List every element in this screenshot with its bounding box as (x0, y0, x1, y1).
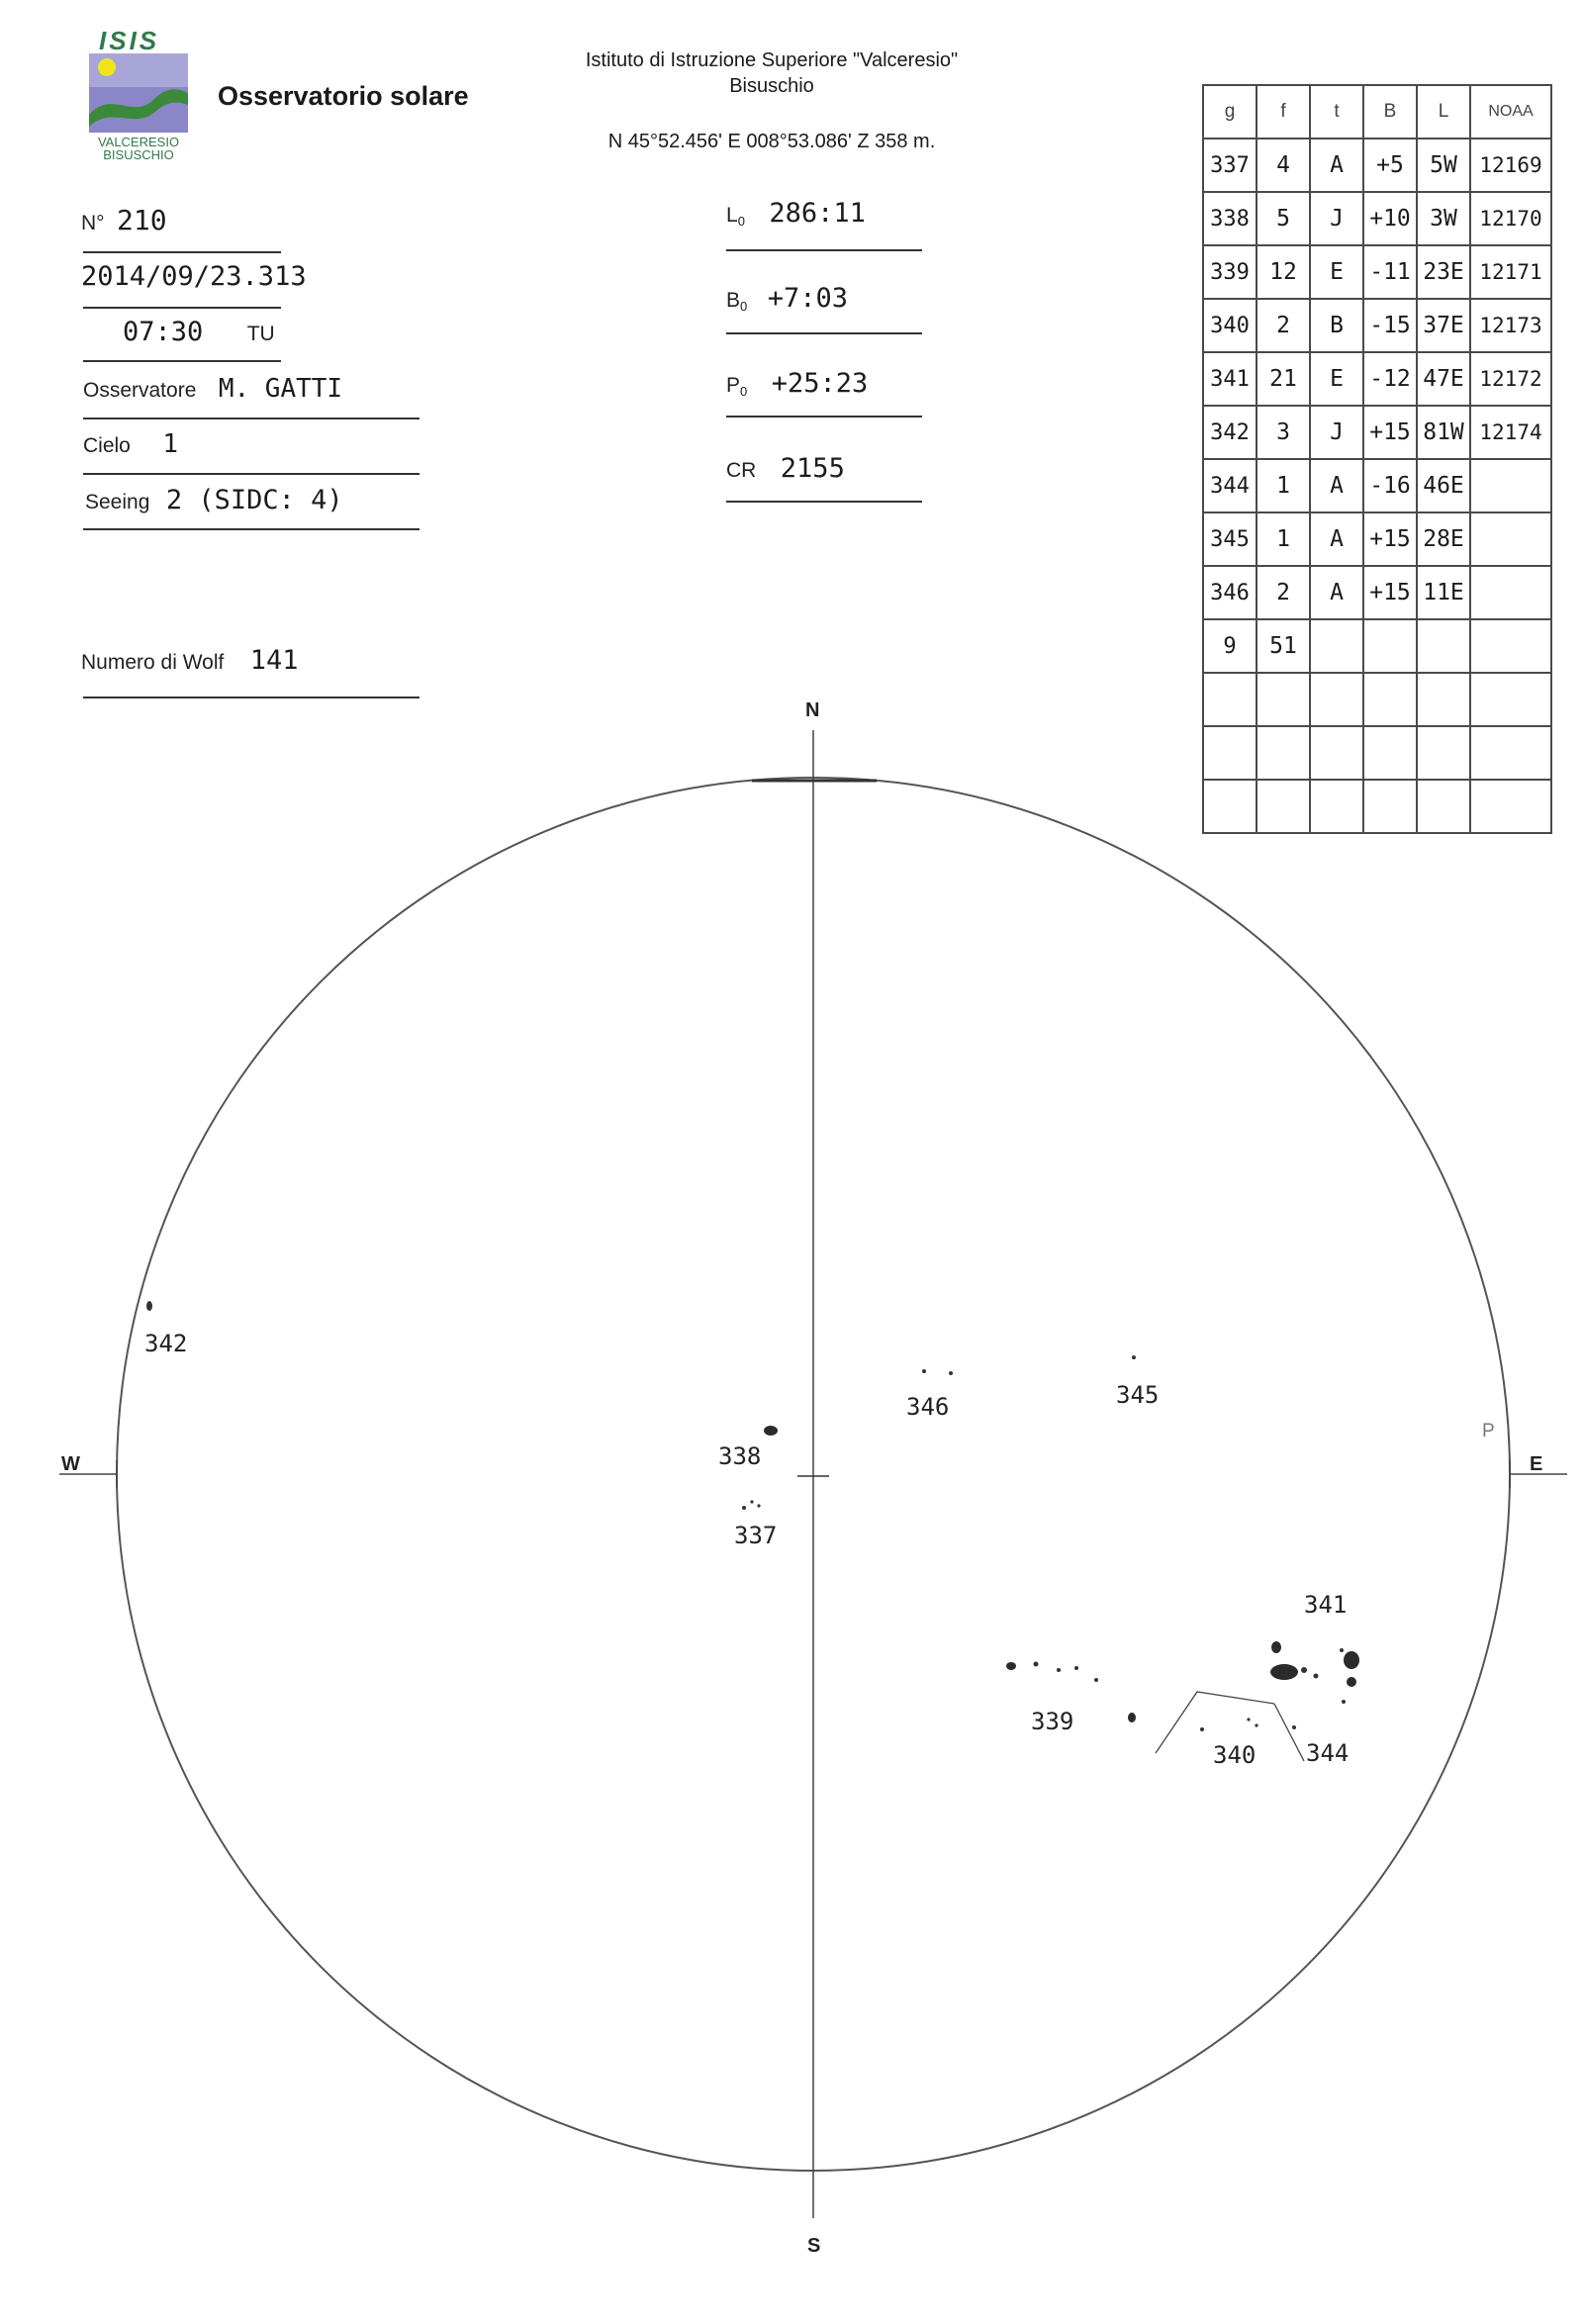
table-cell: +15 (1363, 512, 1417, 566)
table-cell: +15 (1363, 566, 1417, 619)
sunspot (146, 1301, 152, 1311)
table-header-b: B (1363, 85, 1417, 139)
b0-label: B (726, 289, 741, 312)
table-cell: 11E (1417, 566, 1470, 619)
sunspot (1132, 1355, 1136, 1359)
sunspot (1271, 1641, 1281, 1653)
sunspot (1006, 1662, 1016, 1670)
table-cell: 12172 (1470, 352, 1551, 406)
table-header-noaa: NOAA (1470, 85, 1551, 139)
table-cell: E (1310, 245, 1363, 299)
group-344-pointer (1274, 1704, 1304, 1761)
sunspot (1034, 1662, 1039, 1667)
institute-line1: Istituto di Istruzione Superiore "Valceresio" (585, 49, 959, 71)
sunspot (1301, 1667, 1307, 1673)
institute-line2: Bisuschio (729, 75, 814, 97)
table-cell: 47E (1417, 352, 1470, 406)
group-label-338: 338 (718, 1442, 762, 1470)
time-suffix: TU (246, 323, 275, 345)
sunspot (1255, 1723, 1257, 1726)
group-label-345: 345 (1116, 1381, 1160, 1409)
sunspot (1247, 1718, 1250, 1720)
table-cell: 338 (1203, 192, 1257, 245)
table-cell: 51 (1257, 619, 1310, 673)
observer-label: Osservatore (83, 379, 197, 402)
table-cell: 2 (1257, 299, 1310, 352)
cr-value: 2155 (780, 453, 845, 484)
p0-subscript: 0 (740, 384, 748, 400)
sunspot (750, 1500, 753, 1503)
sunspot (1344, 1651, 1359, 1669)
sunspot (1342, 1700, 1346, 1704)
table-cell: 5 (1257, 192, 1310, 245)
logo-caption-line2: BISUSCHIO (103, 147, 174, 162)
table-cell: 37E (1417, 299, 1470, 352)
table-cell: 1 (1257, 512, 1310, 566)
table-cell: B (1310, 299, 1363, 352)
table-cell: J (1310, 406, 1363, 459)
sunspot (1057, 1668, 1061, 1672)
table-cell: 12170 (1470, 192, 1551, 245)
table-cell: A (1310, 459, 1363, 512)
table-header-t: t (1310, 85, 1363, 139)
l0-subscript: 0 (737, 214, 745, 230)
l0-label: L (726, 204, 738, 227)
table-cell: 81W (1417, 406, 1470, 459)
group-label-340: 340 (1213, 1741, 1257, 1769)
seeing-label: Seeing (85, 491, 150, 513)
sky-label: Cielo (83, 434, 131, 457)
table-cell: 9 (1203, 619, 1257, 673)
table-cell: A (1310, 512, 1363, 566)
sunspot (1128, 1713, 1136, 1722)
cr-label: CR (726, 459, 757, 482)
sunspot (1074, 1666, 1078, 1670)
table-cell: 344 (1203, 459, 1257, 512)
table-cell: 3 (1257, 406, 1310, 459)
east-label: E (1530, 1453, 1543, 1475)
group-label-339: 339 (1031, 1708, 1074, 1735)
group-label-344: 344 (1306, 1739, 1350, 1767)
table-cell: 2 (1257, 566, 1310, 619)
b0-value: +7:03 (767, 283, 848, 314)
date-value: 2014/09/23.313 (81, 261, 307, 292)
seeing-value: 2 (SIDC: 4) (165, 485, 343, 515)
table-cell: A (1310, 566, 1363, 619)
table-cell: 339 (1203, 245, 1257, 299)
logo-text: ISIS (99, 26, 160, 55)
table-header-f: f (1257, 85, 1310, 139)
sunspot (757, 1504, 760, 1507)
pole-mark: P (1482, 1421, 1495, 1441)
table-cell: 341 (1203, 352, 1257, 406)
table-cell: 4 (1257, 139, 1310, 192)
observatory-coordinates: N 45°52.456' E 008°53.086' Z 358 m. (607, 131, 936, 152)
group-label-342: 342 (144, 1330, 188, 1357)
table-header-g: g (1203, 85, 1257, 139)
table-cell: A (1310, 139, 1363, 192)
table-cell: +10 (1363, 192, 1417, 245)
table-cell: 5W (1417, 139, 1470, 192)
number-value: 210 (117, 204, 167, 236)
sky-value: 1 (162, 429, 178, 459)
wolf-label: Numero di Wolf (81, 651, 225, 674)
table-cell: 12 (1257, 245, 1310, 299)
north-label: N (805, 699, 820, 721)
l0-value: 286:11 (769, 198, 866, 229)
time-value: 07:30 (123, 317, 204, 347)
group-label-341: 341 (1304, 1591, 1348, 1619)
table-header-l: L (1417, 85, 1470, 139)
sunspot (949, 1371, 953, 1375)
table-cell: 12174 (1470, 406, 1551, 459)
table-cell: 346 (1203, 566, 1257, 619)
sunspot (1347, 1677, 1356, 1687)
table-cell: 46E (1417, 459, 1470, 512)
table-cell: 12169 (1470, 139, 1551, 192)
table-cell: 21 (1257, 352, 1310, 406)
p0-value: +25:23 (771, 368, 869, 399)
p0-label: P (726, 374, 741, 397)
sunspot (1314, 1674, 1319, 1679)
table-cell: 345 (1203, 512, 1257, 566)
table-cell: 340 (1203, 299, 1257, 352)
table-cell: -15 (1363, 299, 1417, 352)
south-label: S (807, 2235, 821, 2257)
b0-subscript: 0 (740, 299, 748, 315)
table-cell: 3W (1417, 192, 1470, 245)
observatory-title: Osservatorio solare (218, 81, 469, 111)
logo-caption-line1: VALCERESIO (97, 135, 180, 149)
table-cell: 28E (1417, 512, 1470, 566)
table-cell: +5 (1363, 139, 1417, 192)
sunspot (1292, 1725, 1296, 1729)
wolf-value: 141 (249, 645, 299, 676)
table-cell: 342 (1203, 406, 1257, 459)
sunspot (742, 1506, 746, 1510)
table-cell: 12173 (1470, 299, 1551, 352)
sunspot (764, 1426, 778, 1436)
table-cell: 337 (1203, 139, 1257, 192)
sunspot (922, 1369, 926, 1373)
table-cell: E (1310, 352, 1363, 406)
table-cell: -11 (1363, 245, 1417, 299)
table-cell: -12 (1363, 352, 1417, 406)
number-label: N° (81, 212, 105, 234)
table-cell: +15 (1363, 406, 1417, 459)
observer-value: M. GATTI (218, 374, 343, 404)
sunspot (1340, 1648, 1344, 1652)
west-label: W (61, 1453, 80, 1475)
table-cell: -16 (1363, 459, 1417, 512)
sunspot (1200, 1727, 1204, 1731)
group-label-346: 346 (906, 1393, 950, 1421)
sunspot (1270, 1664, 1298, 1680)
table-cell: 1 (1257, 459, 1310, 512)
sunspot (1094, 1678, 1098, 1682)
table-cell: 23E (1417, 245, 1470, 299)
table-cell: 12171 (1470, 245, 1551, 299)
group-label-337: 337 (734, 1522, 778, 1549)
table-cell: J (1310, 192, 1363, 245)
